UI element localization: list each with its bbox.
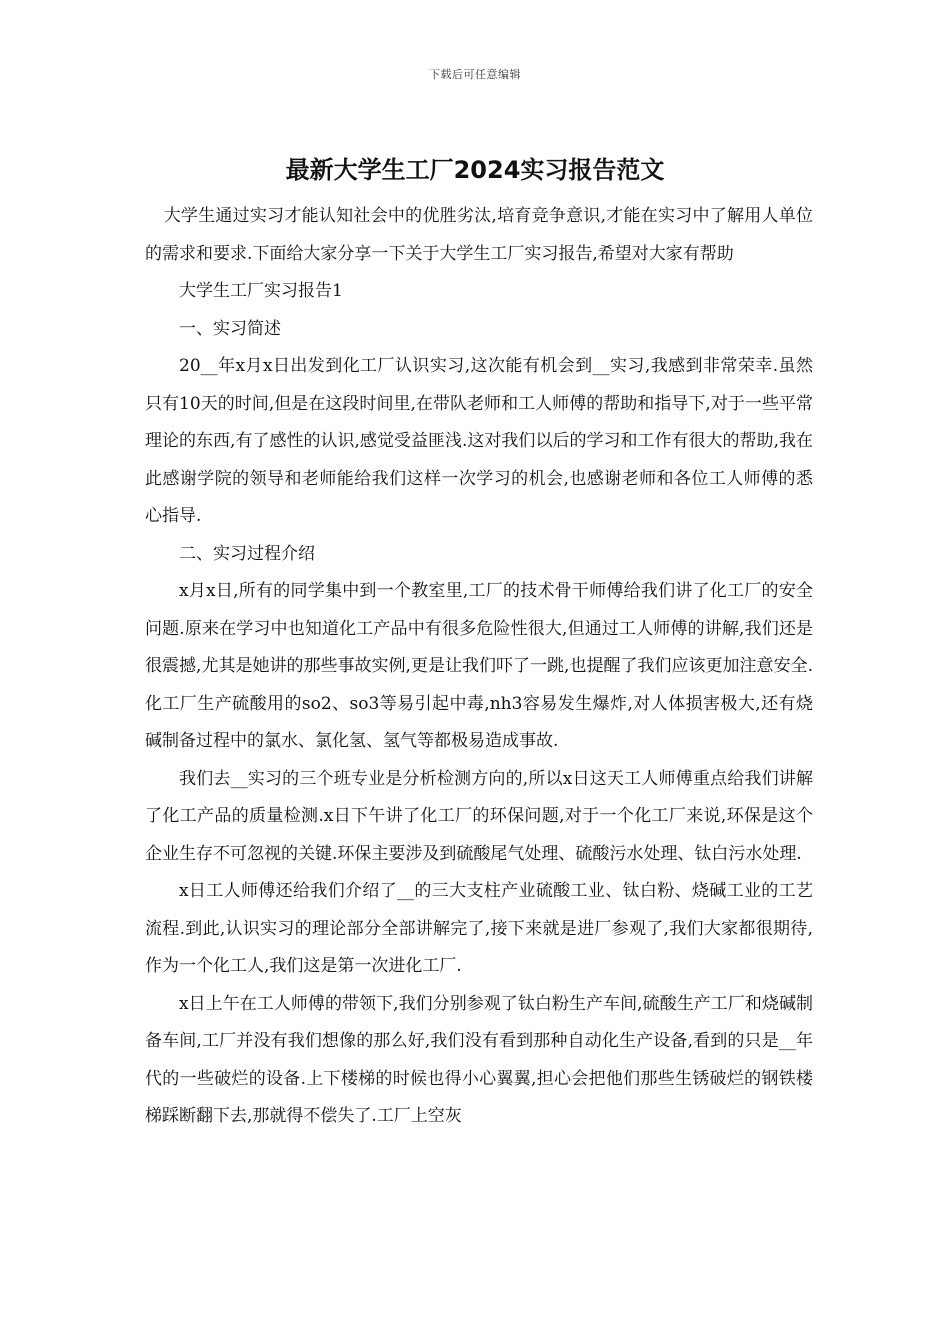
section-heading-overview: 一、实习简述 [179, 318, 281, 339]
section-heading-process: 二、实习过程介绍 [179, 543, 315, 564]
intro-paragraph: 大学生通过实习才能认知社会中的优胜劣汰,培育竞争意识,才能在实习中了解用人单位的需求和要求.下面给大家分享一下关于大学生工厂实习报告,希望对大家有帮助 [145, 206, 813, 264]
body-paragraph: x日上午在工人师傅的带领下,我们分别参观了钛白粉生产车间,硫酸生产工厂和烧碱制备车间,工厂并没有我们想像的那么好,我们没有看到那种自动化生产设备,看到的只是__年代的一些破烂的设备.上下楼梯的时候也得小心翼翼,担心会把他们那些生锈破烂的钢铁楼梯踩断翻下去,那就得不偿失了.工厂上空灰 [145, 993, 813, 1126]
body-paragraph: 我们去__实习的三个班专业是分析检测方向的,所以x日这天工人师傅重点给我们讲解了化工产品的质量检测.x日下午讲了化工厂的环保问题,对于一个化工厂来说,环保是这个企业生存不可忽视的关键.环保主要涉及到硫酸尾气处理、硫酸污水处理、钛白污水处理. [145, 768, 813, 864]
body-paragraph: x日工人师傅还给我们介绍了__的三大支柱产业硫酸工业、钛白粉、烧碱工业的工艺流程.到此,认识实习的理论部分全部讲解完了,接下来就是进厂参观了,我们大家都很期待,作为一个化工人,我们这是第一次进化工厂. [145, 881, 813, 976]
page-title: 最新大学生工厂2024实习报告范文 [285, 156, 665, 184]
document-body [145, 198, 813, 1136]
body-paragraph: 20__年x月x日出发到化工厂认识实习,这次能有机会到__实习,我感到非常荣幸.虽然只有10天的时间,但是在这段时间里,在带队老师和工人师傅的帮助和指导下,对于一些平常理论的东西,有了感性的认识,感觉受益匪浅.这对我们以后的学习和工作有很大的帮助,我在此感谢学院的领导和老师能给我们这样一次学习的机会,也感谢老师和各位工人师傅的悉心指导. [145, 356, 813, 526]
body-paragraph: x月x日,所有的同学集中到一个教室里,工厂的技术骨干师傅给我们讲了化工厂的安全问题.原来在学习中也知道化工产品中有很多危险性很大,但通过工人师傅的讲解,我们还是很震撼,尤其是她讲的那些事故实例,更是让我们吓了一跳,也提醒了我们应该更加注意安全.化工厂生产硫酸用的so2、so3等易引起中毒,nh3容易发生爆炸,对人体损害极大,还有烧碱制备过程中的氯水、氯化氢、氢气等都极易造成事故. [145, 581, 813, 751]
header-note: 下载后可任意编辑 [429, 68, 521, 81]
report-heading: 大学生工厂实习报告1 [179, 281, 343, 301]
